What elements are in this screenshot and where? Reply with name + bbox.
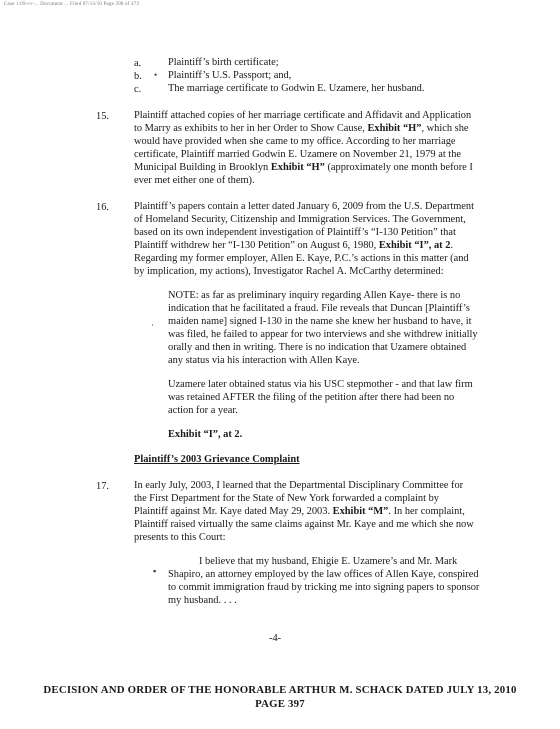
quote-line: I believe that my husband, Ehigie E. Uzamere’s and Mr. Mark [199, 556, 458, 567]
paragraph-17-number: 17. [96, 481, 109, 492]
paragraph-15-line: to Marry as exhibits to her in her Order to Show Cause, Exhibit “H”, which she [134, 123, 469, 134]
paragraph-16-line: Regarding my former employer, Allen E. Kaye, P.C.’s actions in this matter (and [134, 253, 469, 264]
paragraph-15-line: would have provided when she came to my office. According to her marriage [134, 136, 456, 147]
paragraph-16-line: by implication, my actions), Investigator Rachel A. McCarthy determined: [134, 266, 444, 277]
quote-line: NOTE: as far as preliminary inquiry regarding Allen Kaye- there is no [168, 290, 461, 301]
quote-line: Uzamere later obtained status via his USC stepmother - and that law firm [168, 379, 473, 390]
paragraph-17-line: presents to this Court: [134, 532, 226, 543]
scan-speck: · [151, 320, 154, 330]
list-label-c: c. [134, 84, 142, 95]
paragraph-16-line: of Homeland Security, Citizenship and Immigration Services. The Government, [134, 214, 466, 225]
quote-line: action for a year. [168, 405, 238, 416]
list-item-c: The marriage certificate to Godwin E. Uzamere, her husband. [168, 83, 425, 94]
footer-title: DECISION AND ORDER OF THE HONORABLE ARTHUR M. SCHACK DATED JULY 13, 2010 [43, 684, 517, 696]
quote-line: my husband. . . . [168, 595, 237, 606]
paragraph-15-line: Municipal Building in Brooklyn Exhibit “H” (approximately one month before I [134, 162, 473, 173]
scan-speck: • [154, 70, 158, 80]
paragraph-17-line: In early July, 2003, I learned that the Departmental Disciplinary Committee for [134, 480, 464, 491]
exhibit-ref: Exhibit “H” [367, 123, 422, 134]
list-label-a: a. [134, 58, 142, 69]
exhibit-ref: Exhibit “M” [332, 506, 389, 517]
exhibit-citation: Exhibit “I”, at 2. [168, 429, 243, 440]
list-item-b: Plaintiff’s U.S. Passport; and, [168, 70, 292, 81]
exhibit-ref: Exhibit “I”, at 2 [378, 240, 451, 251]
scan-speck: ▪ [153, 566, 157, 576]
paragraph-17-line: Plaintiff against Mr. Kaye dated May 29, 2003. Exhibit “M”. In her complaint, [134, 506, 465, 517]
quote-line: Shapiro, an attorney employed by the law offices of Allen Kaye, conspired [168, 569, 479, 580]
quote-line: was retained AFTER the filing of the petition after there had been no [168, 392, 455, 403]
header-stamp: Case 1:09-cv-... Document ... Filed 07/13/10 Page 398 of 473 [4, 2, 140, 7]
quote-line: orally and then in writing. There is no indication that Uzamere obtained [168, 342, 467, 353]
quote-line: maiden name] signed I-130 in the name she knew her husband to have, it [168, 316, 472, 327]
list-item-a: Plaintiff’s birth certificate; [168, 57, 279, 68]
quote-line: indication that he facilitated a fraud. File reveals that Duncan [Plaintiff’s [168, 303, 470, 314]
paragraph-16-line: Plaintiff’s papers contain a letter dated January 6, 2009 from the U.S. Department [134, 201, 475, 212]
list-label-b: b. [134, 71, 142, 82]
paragraph-17-line: the First Department for the State of New York forwarded a complaint by [134, 493, 440, 504]
paragraph-17-line: Plaintiff raised virtually the same claims against Mr. Kaye and me which she now [134, 519, 474, 530]
footer-page: PAGE 397 [255, 698, 305, 710]
paragraph-15-line: certificate, Plaintiff married Godwin E. Uzamere on November 21, 1979 at the [134, 149, 462, 160]
paragraph-16-line: Plaintiff withdrew her “I-130 Petition” on August 6, 1980, Exhibit “I”, at 2. [134, 240, 454, 251]
page-number: -4- [269, 633, 282, 644]
paragraph-15-number: 15. [96, 111, 109, 122]
quote-line: any status via his interaction with Allen Kaye. [168, 355, 360, 366]
paragraph-15-line: ever met either one of them). [134, 175, 255, 186]
section-heading: Plaintiff’s 2003 Grievance Complaint [134, 454, 300, 465]
paragraph-16-line: based on its own independent investigation of Plaintiff’s “I-130 Petition” that [134, 227, 456, 238]
paragraph-15-line: Plaintiff attached copies of her marriage certificate and Affidavit and Application [134, 110, 472, 121]
quote-line: was filed, he failed to appear for two interviews and she withdrew initially [168, 329, 478, 340]
quote-line: to commit immigration fraud by tricking me into signing papers to sponsor [168, 582, 480, 593]
exhibit-ref: Exhibit “H” [270, 162, 325, 173]
paragraph-16-number: 16. [96, 202, 109, 213]
